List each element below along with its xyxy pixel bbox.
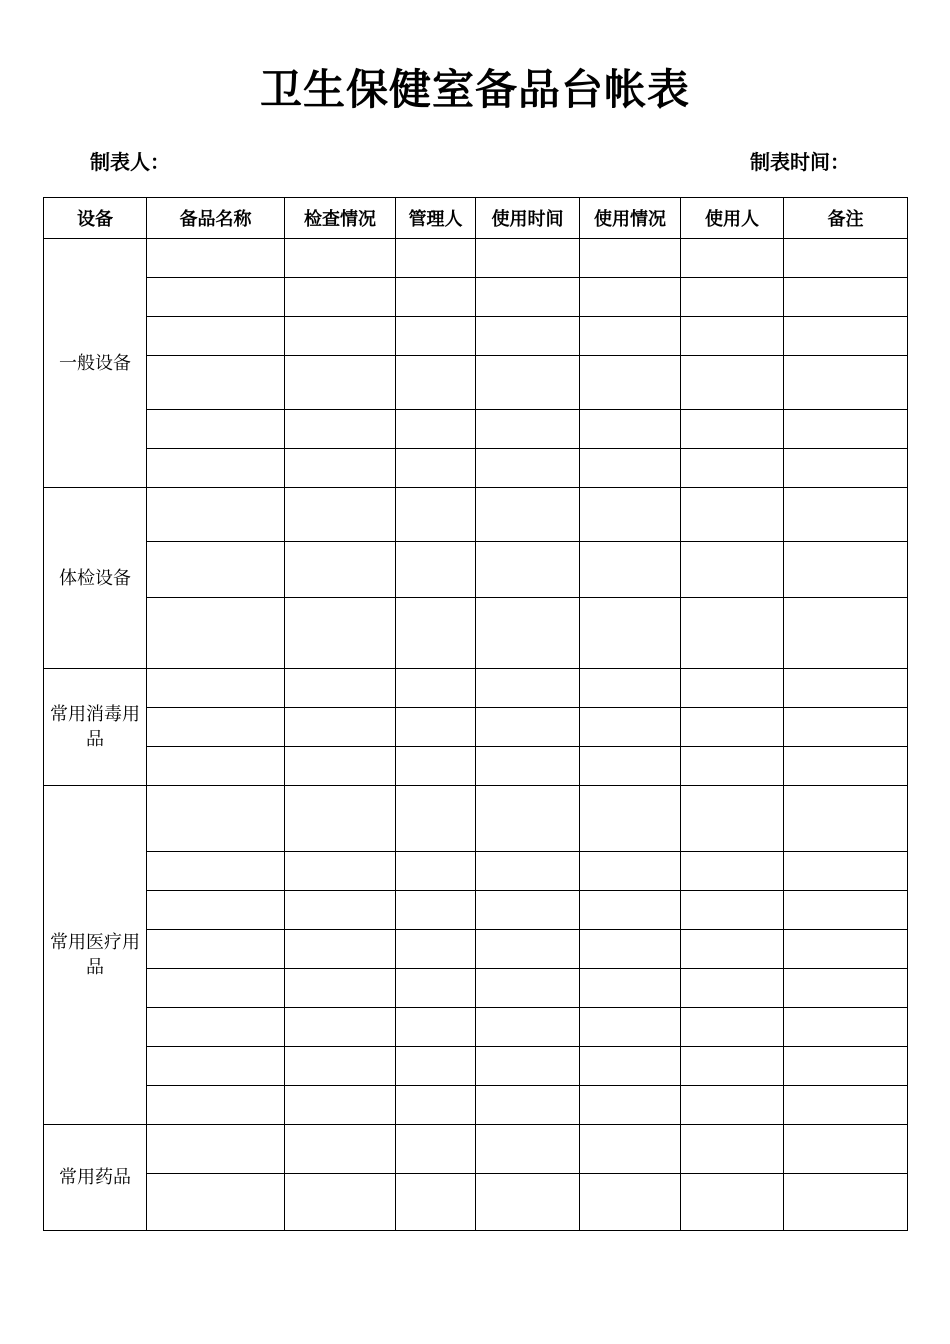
maker-label: 制表人： [90,150,170,174]
table-cell[interactable] [396,488,476,542]
table-cell[interactable] [476,930,580,969]
table-cell[interactable] [784,488,908,542]
table-cell[interactable] [147,239,285,278]
table-cell[interactable] [580,1125,681,1174]
table-cell[interactable] [476,969,580,1008]
table-cell[interactable] [147,969,285,1008]
table-cell[interactable] [681,449,784,488]
table-cell[interactable] [147,852,285,891]
table-cell[interactable] [285,852,396,891]
table-cell[interactable] [147,1086,285,1125]
table-cell[interactable] [396,356,476,410]
table-cell[interactable] [476,852,580,891]
table-row [44,239,908,278]
table-cell[interactable] [580,1008,681,1047]
table-cell[interactable] [580,852,681,891]
table-cell[interactable] [285,1086,396,1125]
table-cell[interactable] [285,930,396,969]
table-row [44,669,908,708]
table-cell[interactable] [147,410,285,449]
table-cell[interactable] [681,542,784,598]
table-cell[interactable] [476,1086,580,1125]
table-cell[interactable] [476,598,580,669]
column-header-item-name: 备品名称 [147,198,285,239]
table-cell[interactable] [681,1086,784,1125]
table-cell[interactable] [681,1047,784,1086]
table-row [44,1008,908,1047]
table-cell[interactable] [285,317,396,356]
table-cell[interactable] [580,969,681,1008]
table-cell[interactable] [285,278,396,317]
table-cell[interactable] [784,278,908,317]
table-cell[interactable] [285,747,396,786]
category-disinfection-supplies: 常用消毒用品 [44,669,147,786]
table-row [44,1174,908,1231]
category-medical-supplies: 常用医疗用品 [44,786,147,1125]
table-cell[interactable] [580,356,681,410]
table-cell[interactable] [784,449,908,488]
table-cell[interactable] [147,598,285,669]
table-cell[interactable] [476,669,580,708]
header-row [44,198,908,239]
table-cell[interactable] [396,708,476,747]
table-cell[interactable] [784,786,908,852]
table-cell[interactable] [147,1008,285,1047]
table-cell[interactable] [476,317,580,356]
table-cell[interactable] [147,449,285,488]
category-general-equipment: 一般设备 [44,239,147,488]
table-cell[interactable] [476,449,580,488]
table-cell[interactable] [147,1174,285,1231]
category-common-medicines: 常用药品 [44,1125,147,1231]
table-cell[interactable] [681,930,784,969]
table-row [44,747,908,786]
table-cell[interactable] [285,1047,396,1086]
table-cell[interactable] [784,669,908,708]
table-cell[interactable] [285,786,396,852]
table-cell[interactable] [784,930,908,969]
table-cell[interactable] [285,598,396,669]
table-row [44,969,908,1008]
table-cell[interactable] [396,410,476,449]
table-cell[interactable] [681,708,784,747]
table-cell[interactable] [580,449,681,488]
inventory-ledger-table [43,197,908,1231]
table-cell[interactable] [784,1008,908,1047]
table-cell[interactable] [681,278,784,317]
table-cell[interactable] [476,891,580,930]
column-header-user: 使用人 [681,198,784,239]
table-cell[interactable] [681,317,784,356]
table-cell[interactable] [681,969,784,1008]
table-cell[interactable] [396,891,476,930]
table-cell[interactable] [285,239,396,278]
date-label: 制表时间： [750,150,850,174]
table-cell[interactable] [476,356,580,410]
column-header-manager: 管理人 [396,198,476,239]
table-cell[interactable] [681,598,784,669]
table-cell[interactable] [784,747,908,786]
table-row [44,708,908,747]
table-cell[interactable] [681,1008,784,1047]
table-cell[interactable] [285,488,396,542]
table-cell[interactable] [396,1174,476,1231]
table-cell[interactable] [784,969,908,1008]
table-cell[interactable] [396,1047,476,1086]
table-cell[interactable] [396,598,476,669]
table-cell[interactable] [147,891,285,930]
table-cell[interactable] [784,891,908,930]
table-cell[interactable] [285,1125,396,1174]
table-cell[interactable] [285,542,396,598]
table-cell[interactable] [580,747,681,786]
table-cell[interactable] [784,239,908,278]
table-cell[interactable] [476,747,580,786]
table-cell[interactable] [147,747,285,786]
table-cell[interactable] [147,317,285,356]
table-cell[interactable] [396,1125,476,1174]
table-cell[interactable] [396,930,476,969]
table-cell[interactable] [580,786,681,852]
table-row [44,410,908,449]
table-row [44,598,908,669]
table-cell[interactable] [784,356,908,410]
table-cell[interactable] [580,317,681,356]
table-cell[interactable] [681,669,784,708]
table-cell[interactable] [784,1047,908,1086]
table-cell[interactable] [681,747,784,786]
table-cell[interactable] [784,708,908,747]
table-row [44,891,908,930]
table-row [44,449,908,488]
table-cell[interactable] [681,891,784,930]
table-cell[interactable] [580,410,681,449]
table-row [44,1125,908,1174]
table-row [44,852,908,891]
table-row [44,542,908,598]
table-cell[interactable] [580,542,681,598]
table-cell[interactable] [784,542,908,598]
table-cell[interactable] [147,708,285,747]
table-cell[interactable] [285,969,396,1008]
table-cell[interactable] [285,1008,396,1047]
table-cell[interactable] [147,356,285,410]
table-cell[interactable] [784,598,908,669]
table-cell[interactable] [285,410,396,449]
table-cell[interactable] [147,542,285,598]
table-cell[interactable] [681,1125,784,1174]
table-cell[interactable] [784,410,908,449]
table-cell[interactable] [784,1086,908,1125]
table-cell[interactable] [396,747,476,786]
table-cell[interactable] [396,542,476,598]
table-cell[interactable] [681,239,784,278]
table-cell[interactable] [396,239,476,278]
table-cell[interactable] [681,1174,784,1231]
table-cell[interactable] [580,669,681,708]
table-cell[interactable] [580,278,681,317]
table-cell[interactable] [580,239,681,278]
table-cell[interactable] [476,708,580,747]
table-cell[interactable] [580,708,681,747]
table-cell[interactable] [285,891,396,930]
table-cell[interactable] [580,930,681,969]
table-cell[interactable] [476,488,580,542]
column-header-inspection: 检查情况 [285,198,396,239]
table-cell[interactable] [784,317,908,356]
table-row [44,786,908,852]
table-cell[interactable] [580,1174,681,1231]
table-cell[interactable] [285,356,396,410]
table-cell[interactable] [580,598,681,669]
table-cell[interactable] [396,669,476,708]
table-cell[interactable] [476,1008,580,1047]
table-cell[interactable] [476,278,580,317]
table-cell[interactable] [681,852,784,891]
table-cell[interactable] [147,786,285,852]
table-cell[interactable] [396,852,476,891]
table-cell[interactable] [285,708,396,747]
table-cell[interactable] [580,1086,681,1125]
column-header-usage-time: 使用时间 [476,198,580,239]
table-cell[interactable] [396,317,476,356]
table-cell[interactable] [476,542,580,598]
table-cell[interactable] [681,786,784,852]
table-cell[interactable] [396,969,476,1008]
table-cell[interactable] [580,891,681,930]
table-cell[interactable] [285,1174,396,1231]
category-physical-exam-equipment: 体检设备 [44,488,147,669]
column-header-usage-status: 使用情况 [580,198,681,239]
column-header-remarks: 备注 [784,198,908,239]
table-cell[interactable] [285,449,396,488]
table-cell[interactable] [476,1047,580,1086]
table-cell[interactable] [580,1047,681,1086]
table-cell[interactable] [784,1174,908,1231]
table-row [44,488,908,542]
table-cell[interactable] [681,410,784,449]
table-cell[interactable] [147,278,285,317]
table-cell[interactable] [396,786,476,852]
table-row [44,1086,908,1125]
table-cell[interactable] [476,1125,580,1174]
table-row [44,1047,908,1086]
table-cell[interactable] [580,488,681,542]
table-row [44,356,908,410]
table-cell[interactable] [396,449,476,488]
table-cell[interactable] [147,669,285,708]
table-cell[interactable] [285,669,396,708]
table-cell[interactable] [476,786,580,852]
table-row [44,317,908,356]
table-cell[interactable] [147,1047,285,1086]
table-cell[interactable] [784,852,908,891]
table-cell[interactable] [784,1125,908,1174]
table-cell[interactable] [147,1125,285,1174]
column-header-equipment: 设备 [44,198,147,239]
table-cell[interactable] [147,930,285,969]
table-cell[interactable] [681,356,784,410]
table-cell[interactable] [476,1174,580,1231]
table-row [44,278,908,317]
table-cell[interactable] [396,1008,476,1047]
page-title: 卫生保健室备品台帐表 [259,65,690,114]
table-cell[interactable] [396,278,476,317]
table-cell[interactable] [476,410,580,449]
table-row [44,930,908,969]
table-cell[interactable] [476,239,580,278]
table-cell[interactable] [396,1086,476,1125]
table-cell[interactable] [147,488,285,542]
table-cell[interactable] [681,488,784,542]
